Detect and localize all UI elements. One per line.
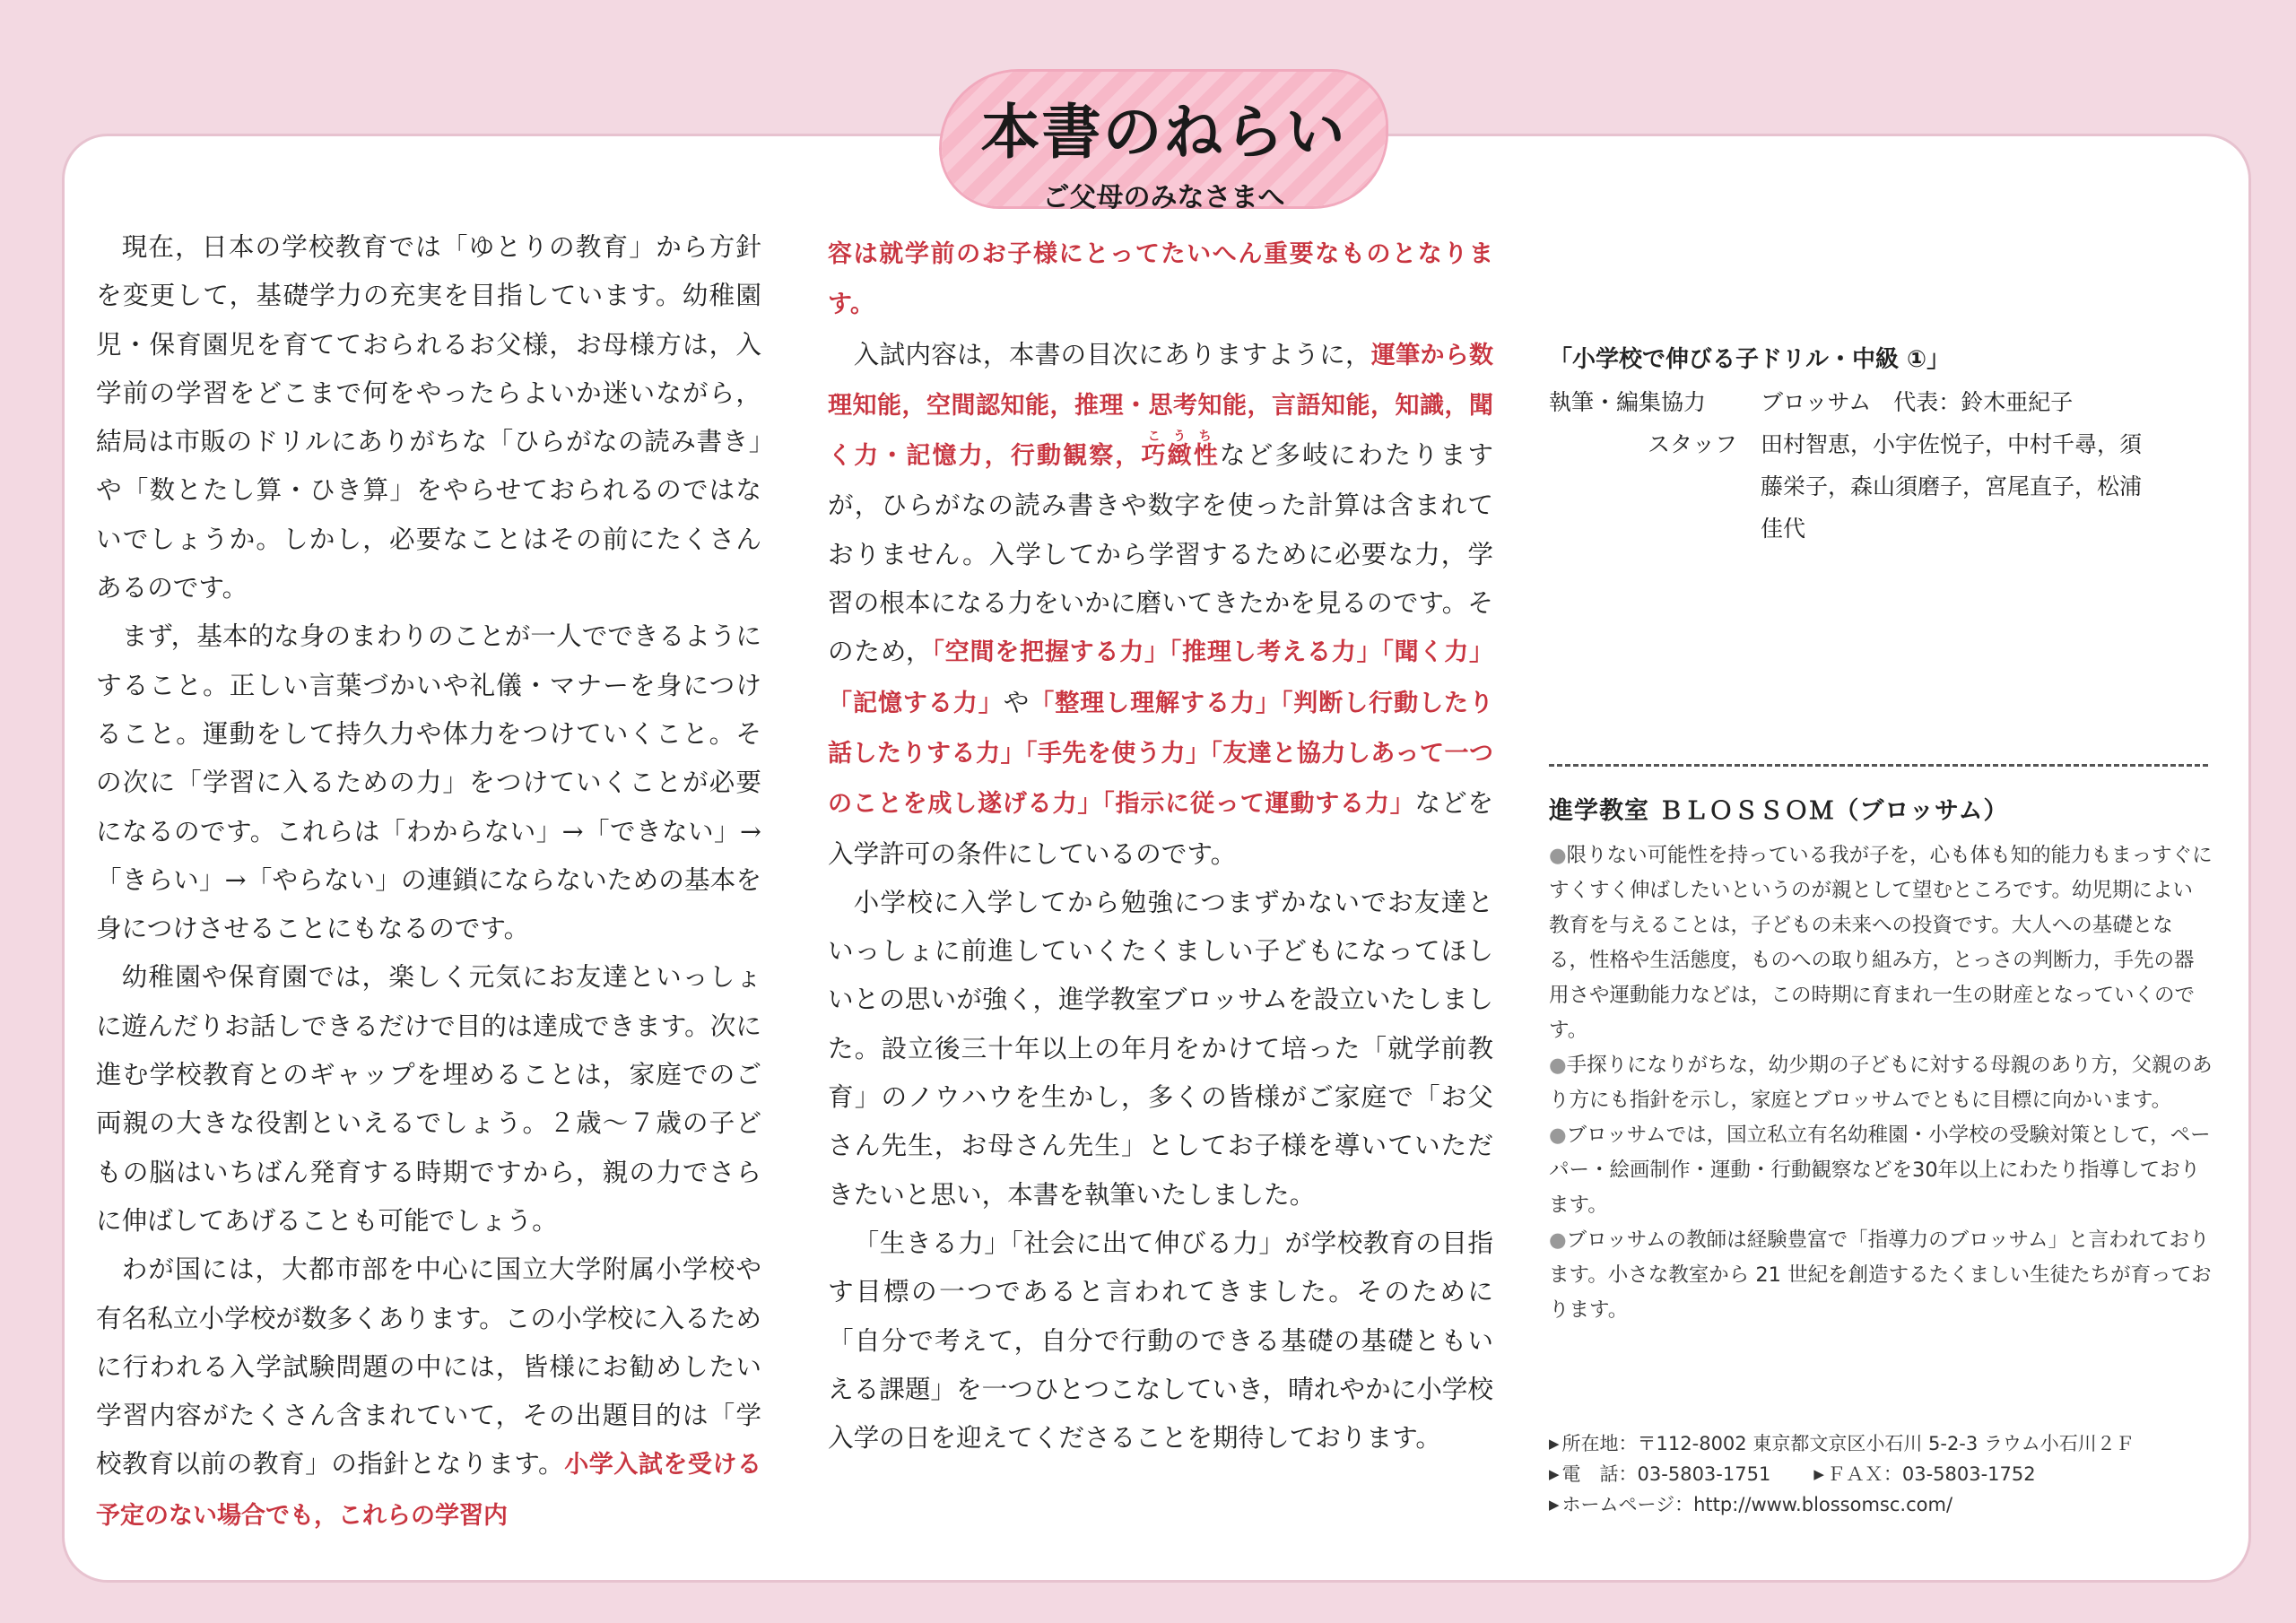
text-column-1 (96, 222, 761, 1541)
bullet-item (1549, 838, 2213, 1048)
triangle-icon: ▶ (1549, 1436, 1560, 1452)
credit-role: 執筆・編集協力 (1549, 389, 1707, 415)
triangle-icon: ▶ (1813, 1466, 1824, 1482)
credit-row (1549, 423, 2213, 550)
phone-fax-line (1549, 1459, 2213, 1489)
bullet-text: 限りない可能性を持っている我が子を，心も体も知的能力もまっすぐにすくすく伸ばしたいというのが親として望むところです。幼児期によい教育を与えることは，子どもの未来への投資です。大人への基礎となる，性格や生活態度，ものへの取り組み方，とっさの判断力，手先の器用さや運動能力などは，この時期に育まれ一生の財産となっていくのです。 (1549, 844, 2213, 1042)
paragraph-text: など多岐にわたりますが，ひらがなの読み書きや数字を使った計算は含まれておりません。入学してから学習するために必要な力，学習の根本になる力をいかに磨いてきたかを見るのです。そのため， (828, 439, 1494, 667)
blossom-heading: 進学教室 ＢＬＯＳＳＯＭ（ブロッサム） (1549, 797, 2009, 825)
bullet-item (1549, 1048, 2213, 1118)
bullet-dot-icon: ● (1549, 1124, 1567, 1147)
paragraph (828, 330, 1493, 878)
credit-names: 田村智恵，小宇佐悦子，中村千尋，須藤栄子，森山須磨子，宮尾直子，松浦佳代 (1761, 431, 2143, 542)
paragraph-text: や (1003, 686, 1031, 717)
ruby-reading: こうち (1141, 430, 1218, 445)
paragraph: 「生きる力」「社会に出て伸びる力」が学校教育の目指す目標の一つであると言われてきました。そのために「自分で考えて，自分で行動のできる基礎の基礎ともいえる課題」を一つひとつこなしていき，晴れやかに小学校入学の日を迎えてくださることを期待しております。 (828, 1227, 1493, 1454)
page-title: 本書のねらい (980, 98, 1347, 167)
highlighted-text: 容は就学前のお子様にとってたいへん重要なものとなります。 (828, 240, 1493, 319)
paragraph-text: 入試内容は，本書の目次にありますように， (853, 338, 1371, 369)
highlighted-text: 「整理し理解する力」「判断し行動したり話したりする力」「手先を使う力」「友達と協力しあって一つのことを成し遂げる力」「指示に従って運動する力」 (828, 689, 1493, 819)
highlighted-text (1141, 430, 1220, 471)
bullet-item (1549, 1118, 2213, 1223)
ruby-base: 巧緻性 (1141, 442, 1220, 471)
bullet-dot-icon: ● (1549, 844, 1567, 867)
credits-block (1549, 339, 2213, 550)
book-title: 「小学校で伸びる子ドリル・中級 ①」 (1549, 346, 1951, 373)
credit-names: ブロッサム 代表：鈴木亜紀子 (1761, 389, 2074, 415)
paragraph: 幼稚園や保育園では，楽しく元気にお友達といっしょに遊んだりお話しできるだけで目的は達成できます。次に進む学校教育とのギャップを埋めることは，家庭でのご両親の大きな役割といえるでしょう。２歳～７歳の子どもの脳はいちばん発育する時期ですから，親の力でさらに伸ばしてあげることも可能でしょう。 (96, 961, 761, 1236)
bullet-dot-icon: ● (1549, 1228, 1567, 1252)
fax-text: ＦＡＸ：03-5803-1752 (1826, 1463, 2036, 1485)
paragraph: 小学校に入学してから勉強につまずかないでお友達といっしょに前進していくたくましい子どもになってほしいとの思いが強く，進学教室ブロッサムを設立いたしました。設立後三十年以上の年月をかけて培った「就学前教育」のノウハウを生かし，多くの皆様がご家庭で「お父さん先生，お母さん先生」としてお子様を導いていただきたいと思い，本書を執筆いたしました。 (828, 886, 1493, 1210)
triangle-icon: ▶ (1549, 1497, 1560, 1513)
credit-role: スタッフ (1647, 431, 1737, 457)
triangle-icon: ▶ (1549, 1466, 1560, 1482)
title-banner (942, 72, 1386, 213)
highlighted-text: 小学入試を受ける予定のない場合でも，これらの学習内 (96, 1451, 761, 1530)
address-text: 所在地：〒112-8002 東京都文京区小石川 5-2-3 ラウム小石川２Ｆ (1561, 1433, 2135, 1454)
bullet-dot-icon: ● (1549, 1054, 1567, 1077)
page-subtitle: ご父母のみなさまへ (1042, 182, 1285, 213)
highlighted-text: 運筆から数理知能，空間認知能，推理・思考知能，言語知能，知識，聞く力・記憶力，行動観察， (828, 341, 1493, 471)
dashed-divider (1549, 764, 2208, 767)
paragraph-text: などを入学許可の条件にしているのです。 (828, 787, 1493, 869)
paragraph: まず，基本的な身のまわりのことが一人でできるようにすること。正しい言葉づかいや礼儀・マナーを身につけること。運動をして持久力や体力をつけていくこと。その次に「学習に入るための力」をつけていくことが必要になるのです。これらは「わからない」→「できない」→「きらい」→「やらない」の連鎖にならないための基本を身につけさせることにもなるのです。 (96, 621, 761, 944)
bullet-item (1549, 1223, 2213, 1328)
blossom-info (1549, 791, 2213, 1328)
paragraph: 現在，日本の学校教育では「ゆとりの教育」から方針を変更して，基礎学力の充実を目指しています。幼稚園児・保育園児を育てておられるお父様，お母様方は，入学前の学習をどこまで何をやったらよいか迷いながら，結局は市販のドリルにありがちな「ひらがなの読み書き」や「数とたし算・ひき算」をやらせておられるのではないでしょうか。しかし，必要なことはその前にたくさんあるのです。 (96, 231, 761, 603)
phone-text: 電 話：03-5803-1751 (1561, 1463, 1771, 1485)
homepage-link[interactable]: ホームページ：http://www.blossomsc.com/ (1561, 1494, 1953, 1515)
bullet-text: ブロッサムでは，国立私立有名幼稚園・小学校の受験対策として，ペーパー・絵画制作・運動・行動観察などを30年以上にわたり指導しております。 (1549, 1124, 2211, 1217)
paragraph (96, 1245, 761, 1541)
bullet-text: 手探りになりがちな，幼少期の子どもに対する母親のあり方，父親のあり方にも指針を示し，家庭とブロッサムでともに目標に向かいます。 (1549, 1054, 2213, 1112)
text-column-2 (828, 229, 1493, 1462)
bullet-text: ブロッサムの教師は経験豊富で「指導力のブロッサム」と言われております。小さな教室から 21 世紀を創造するたくましい生徒たちが育っております。 (1549, 1228, 2212, 1322)
paragraph-text: わが国には，大都市部を中心に国立大学附属小学校や有名私立小学校が数多くあります。この小学校に入るために行われる入学試験問題の中には，皆様にお勧めしたい学習内容がたくさん含まれていて，その出題目的は「学校教育以前の教育」の指針となります。 (96, 1254, 761, 1480)
highlighted-text: 「空間を把握する力」「推理し考える力」「聞く力」「記憶する力」 (828, 638, 1494, 717)
contact-info (1549, 1428, 2213, 1520)
credit-row (1549, 381, 2213, 423)
address-line (1549, 1428, 2213, 1459)
homepage-line[interactable] (1549, 1489, 2213, 1520)
paragraph (828, 229, 1493, 330)
